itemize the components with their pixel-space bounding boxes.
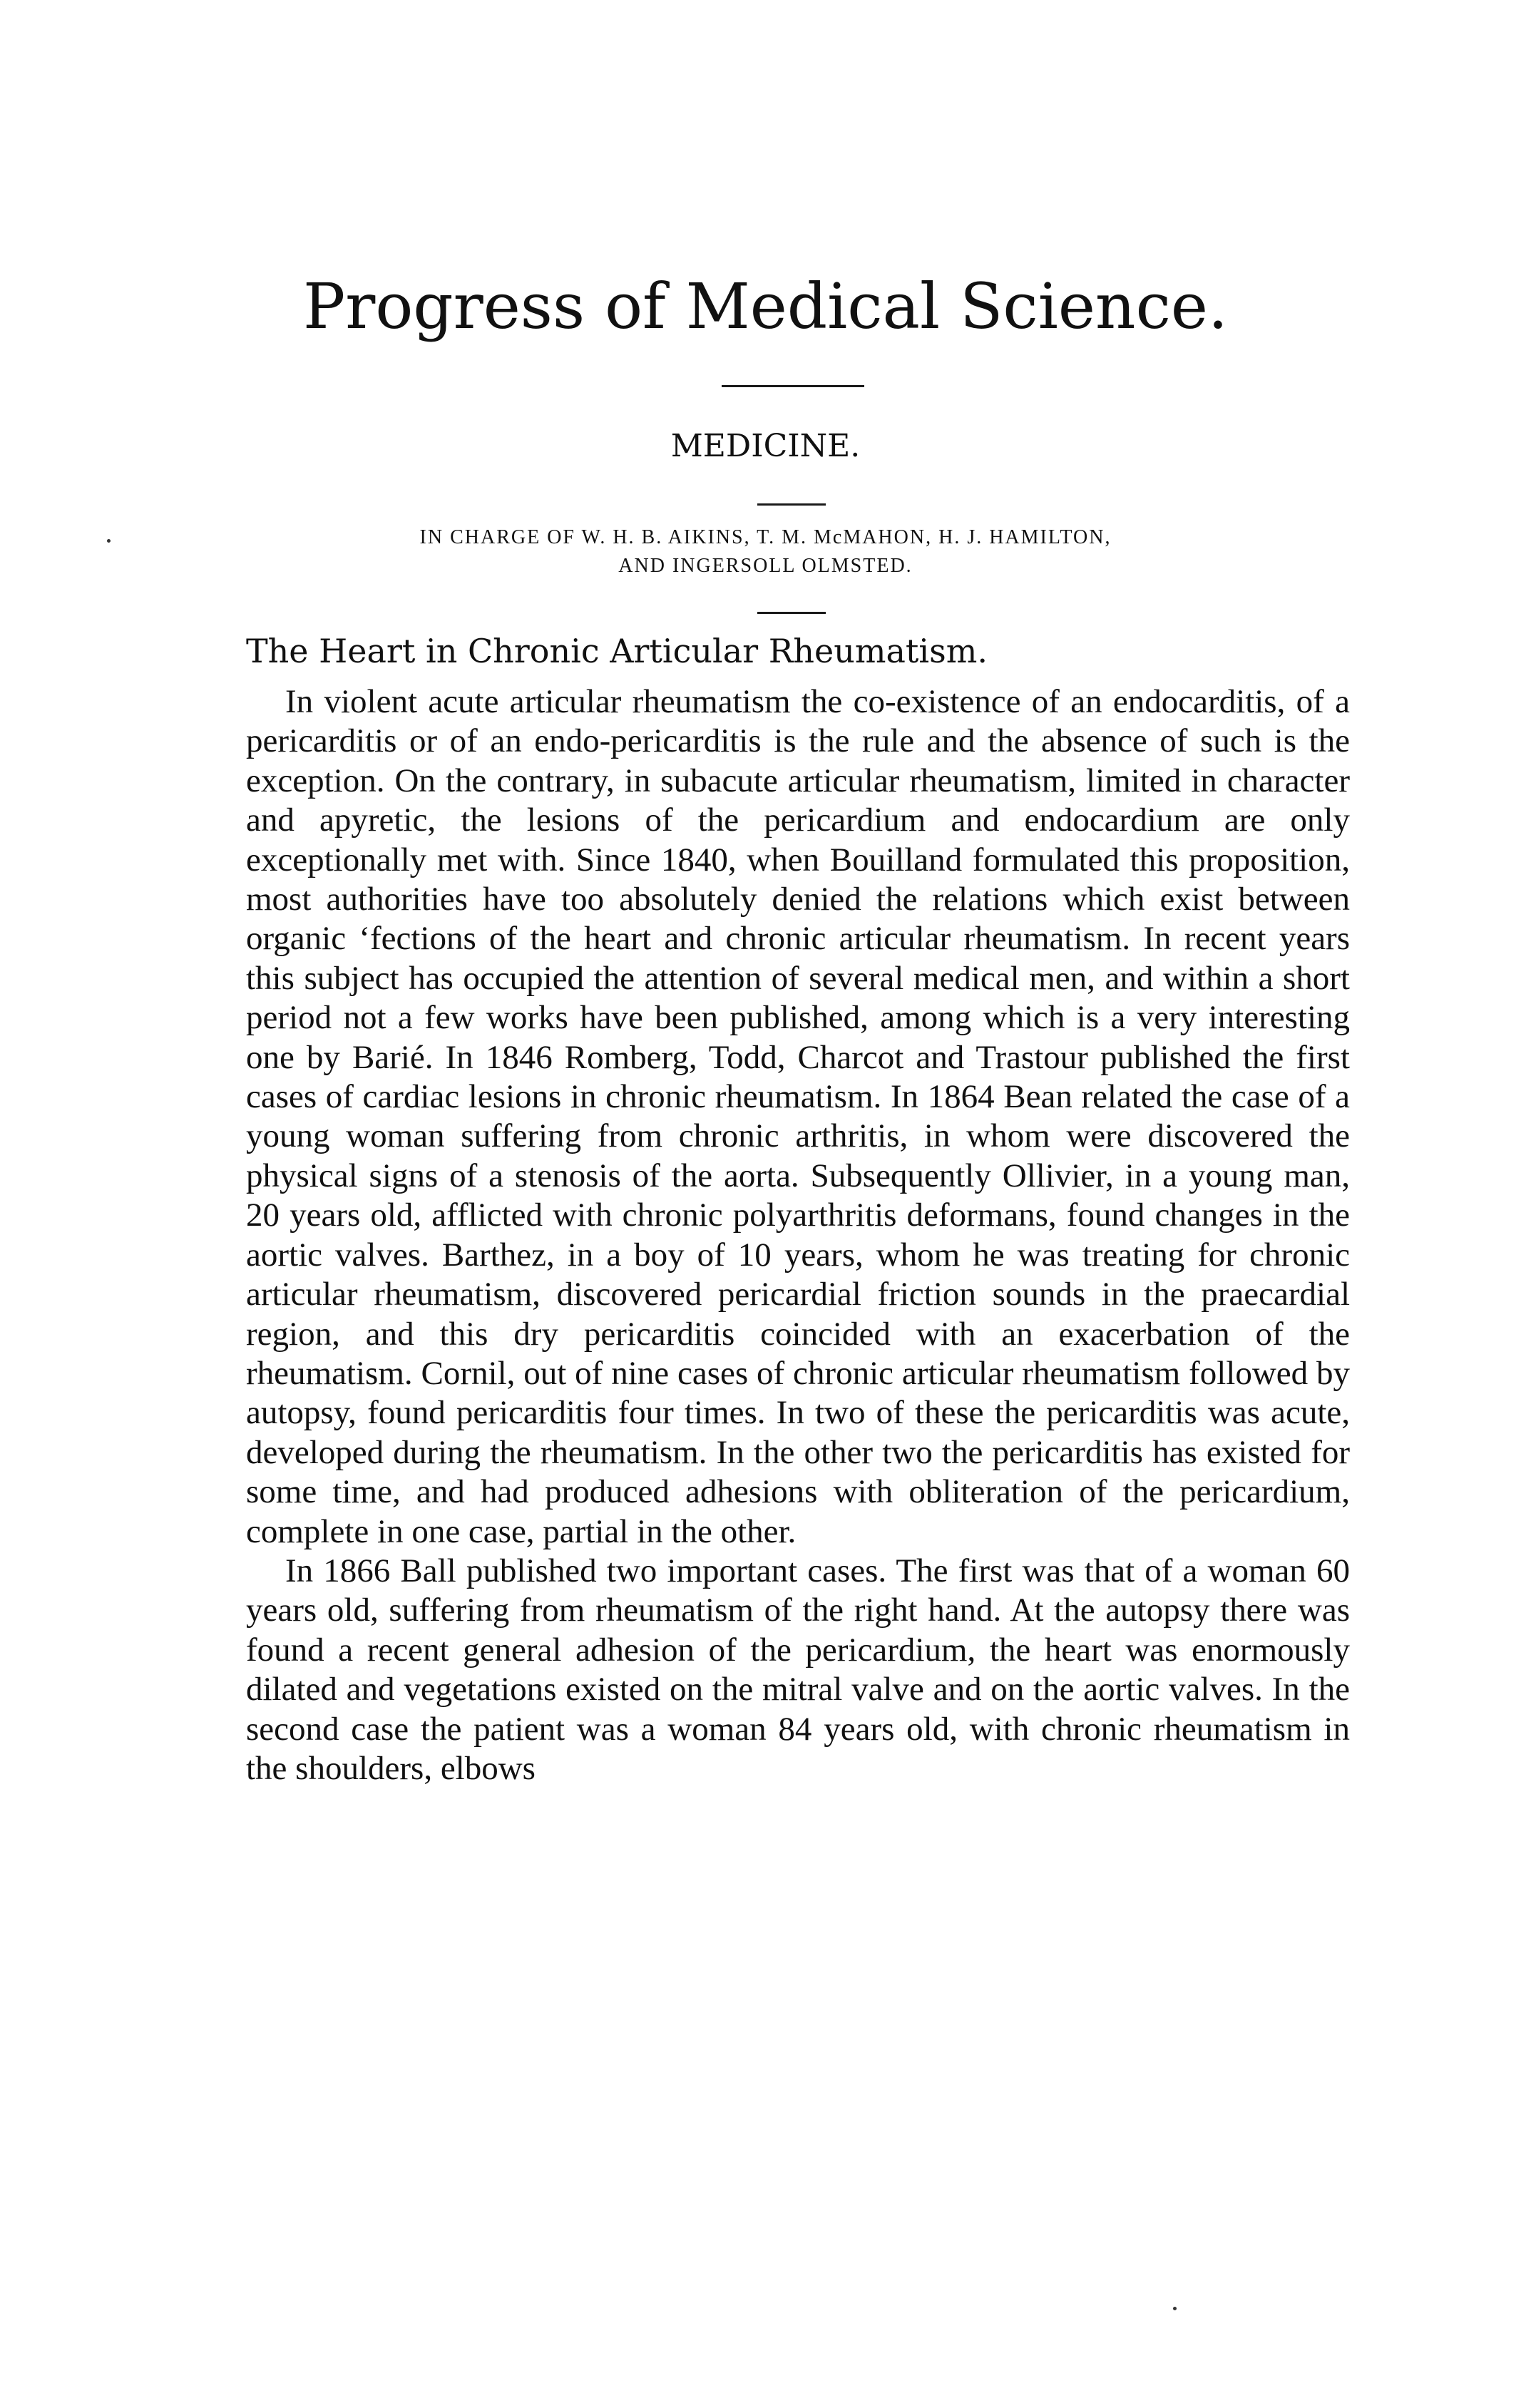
margin-speck — [1173, 2307, 1177, 2310]
editors-line-2: AND INGERSOLL OLMSTED. — [618, 555, 913, 577]
title-divider — [722, 385, 864, 387]
margin-speck — [107, 539, 111, 543]
editors-line-1: IN CHARGE OF W. H. B. AIKINS, T. M. McMAHON, H. J. HAMILTON, — [419, 526, 1112, 548]
section-divider — [757, 503, 826, 506]
editors-divider — [757, 612, 826, 614]
paragraph-2: In 1866 Ball published two important cases. The first was that of a woman 60 years old, suffering from rheumatism of the right hand. At the autopsy there was found a recent general adhesion of the pericardium, the heart was enormously dilated and vegetations existed on the mitral valve and on the aortic valves. In the second case the patient was a woman 84 years old, with chronic rheumatism in the shoulders, elbows — [246, 1552, 1350, 1787]
journal-section-title: Progress of Medical Science. — [303, 270, 1228, 343]
editors-credit — [0, 523, 1531, 580]
paragraph-1: In violent acute articular rheumatism the co-existence of an endocarditis, of a pericarditis or of an endo-pericarditis is the rule and the absence of such is the exception. On the contrary, in subacute articular rheumatism, limited in character and apyretic, the lesions of the pericardium and endocardium are only exceptionally met with. Since 1840, when Bouilland formulated this proposition, most authorities have too absolutely denied the relations which exist between organic ʻfections of the heart and chronic articular rheumatism. In recent years this subject has occupied the attention of several medical men, and within a short period not a few works have been published, among which is a very interesting one by Barié. In 1846 Romberg, Todd, Charcot and Trastour published the first cases of cardiac lesions in chronic rheumatism. In 1864 Bean related the case of a young woman suffering from chronic arthritis, in whom were discovered the physical signs of a stenosis of the aorta. Subsequently Ollivier, in a young man, 20 years old, afflicted with chronic polyarthritis deformans, found changes in the aortic valves. Barthez, in a boy of 10 years, whom he was treating for chronic articular rheumatism, discovered pericardial friction sounds in the praecardial region, and this dry pericarditis coincided with an exacerbation of the rheumatism. Cornil, out of nine cases of chronic articular rheumatism followed by autopsy, found pericarditis four times. In two of these the pericarditis was acute, developed during the rheumatism. In the other two the pericarditis has existed for some time, and had produced adhesions with obliteration of the pericardium, complete in one case, partial in the other. — [246, 683, 1350, 1550]
article-title: The Heart in Chronic Articular Rheumatism. — [246, 632, 988, 670]
section-heading: MEDICINE. — [670, 428, 861, 464]
article-body — [246, 682, 1350, 1788]
